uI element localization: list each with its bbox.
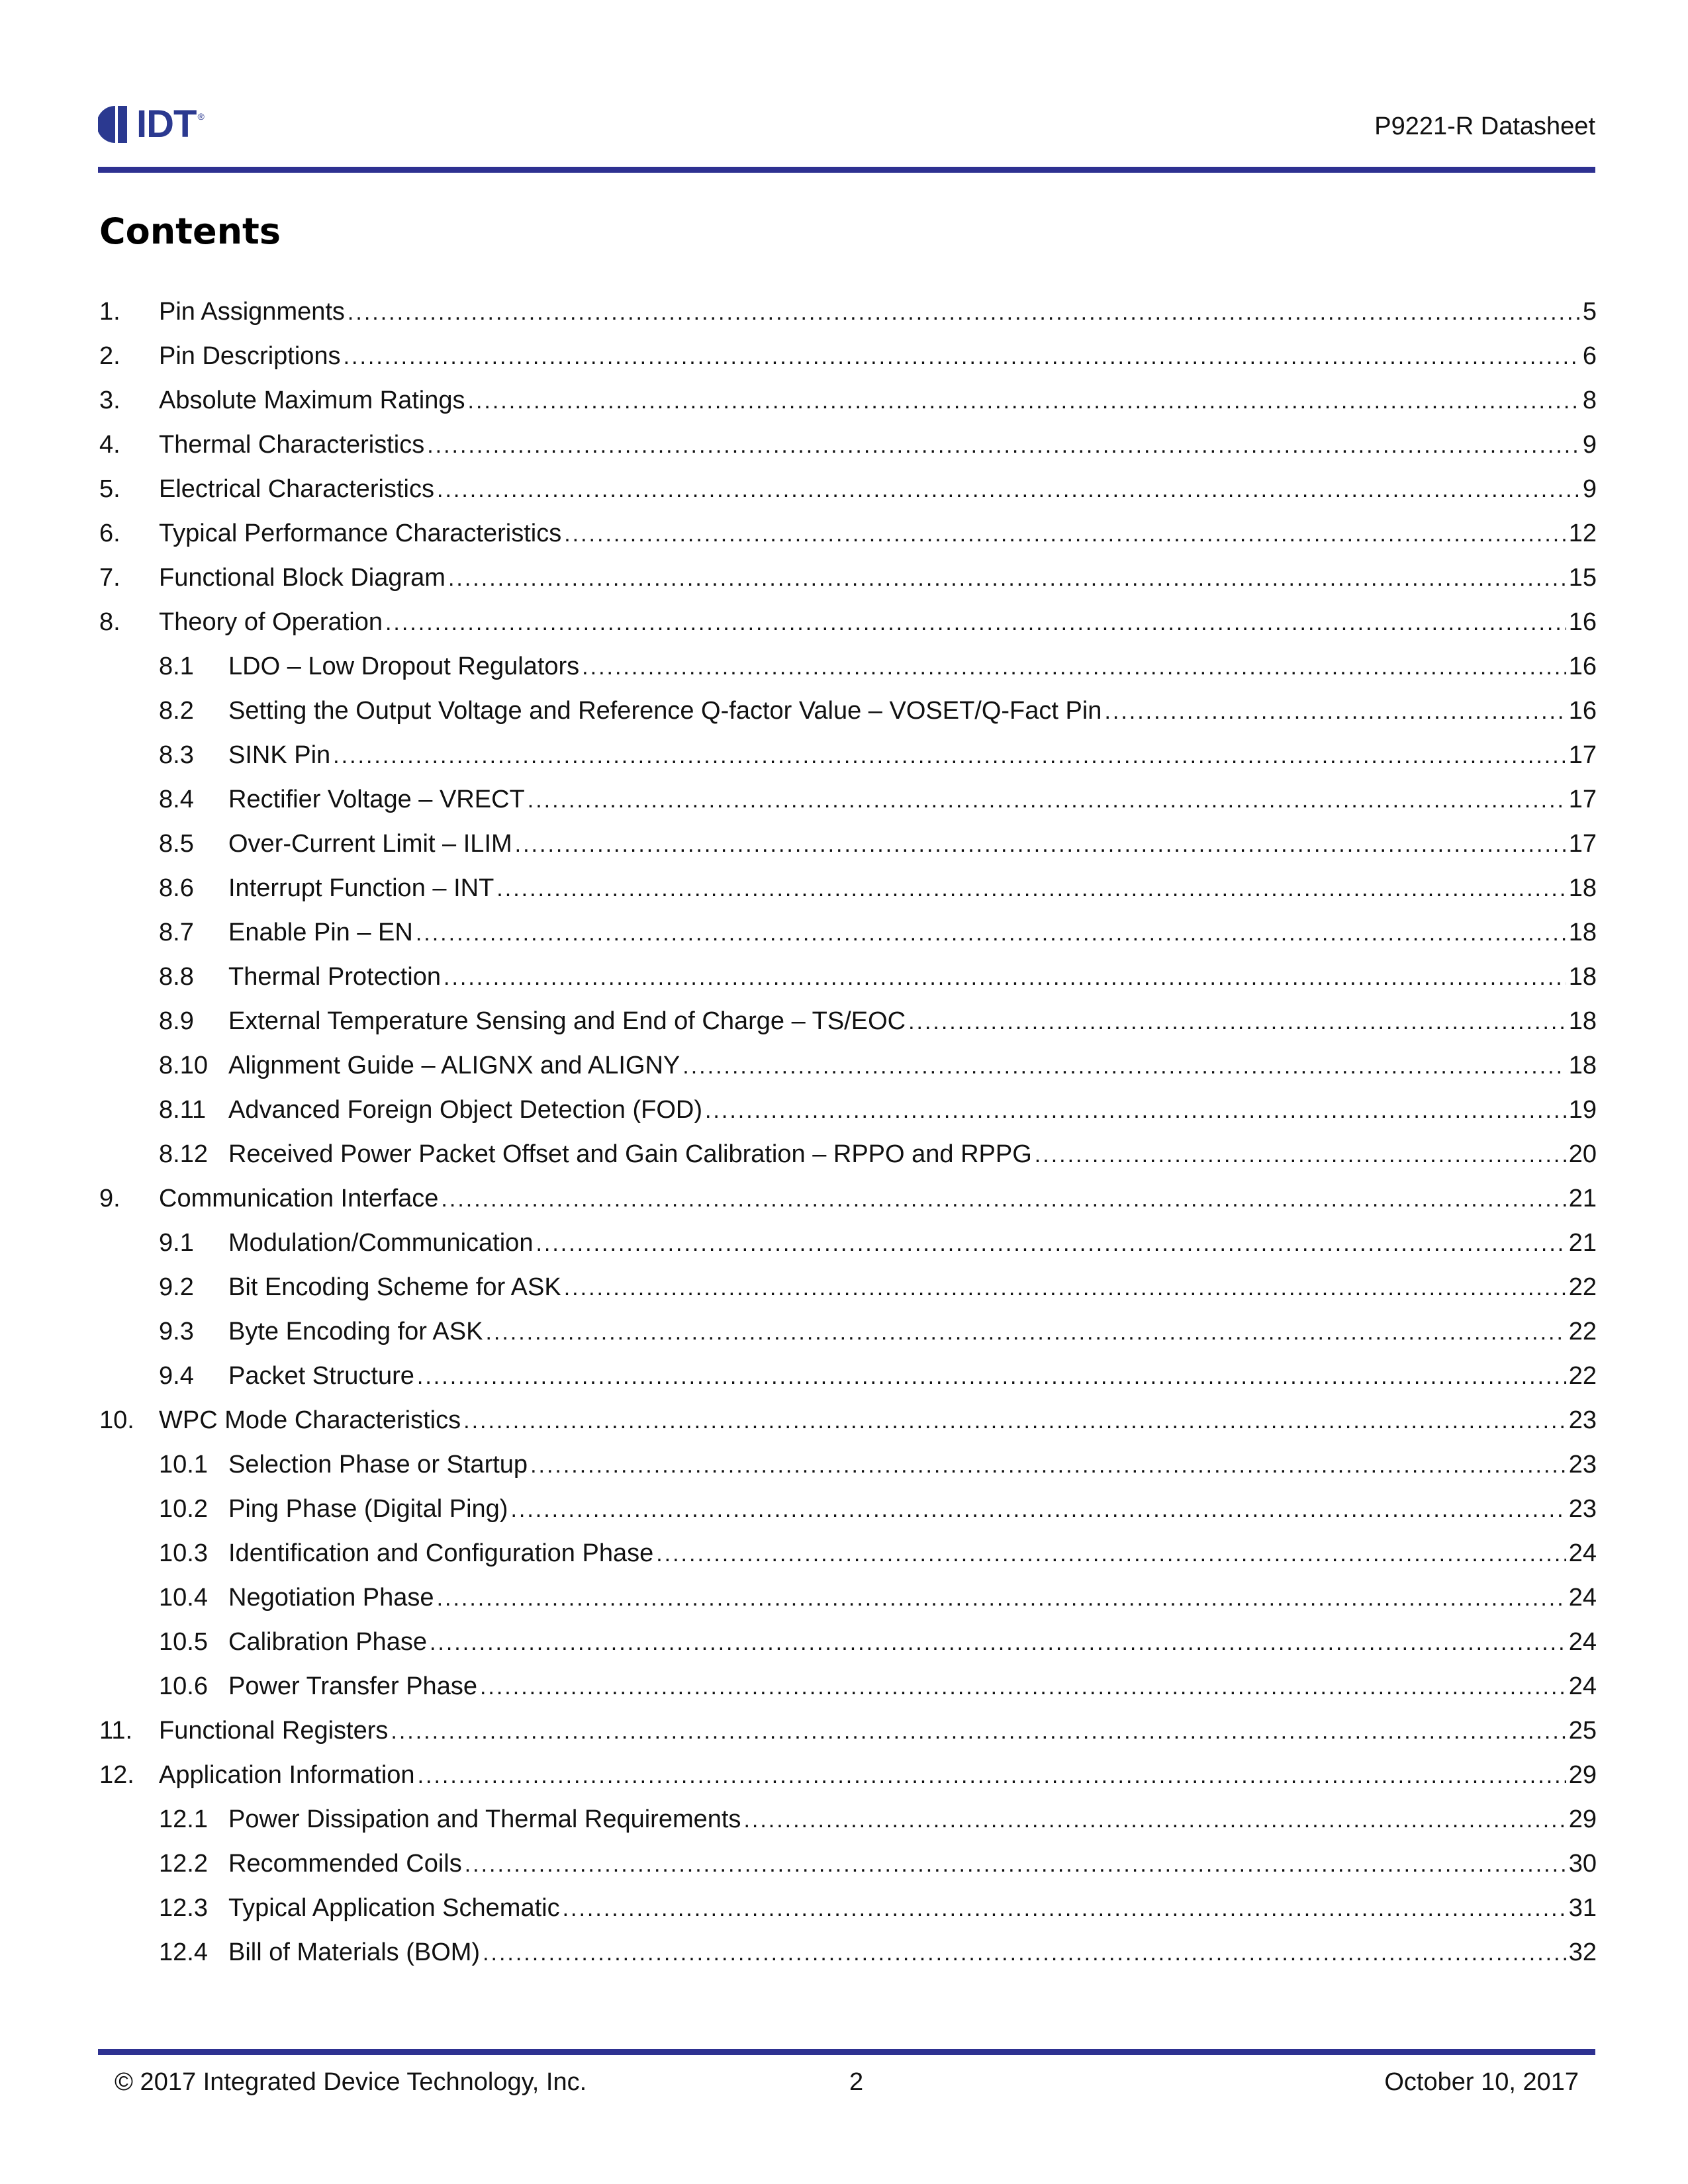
toc-entry-line xyxy=(228,1044,1597,1089)
toc-entry-number: 8.3 xyxy=(159,741,194,769)
toc-entry[interactable] xyxy=(99,999,1597,1044)
toc-dot-leader xyxy=(563,1887,1566,1931)
toc-entry-line xyxy=(228,1931,1597,1976)
document-title: P9221-R Datasheet xyxy=(1374,113,1595,140)
toc-dot-leader xyxy=(348,291,1580,335)
toc-entry-line xyxy=(159,1398,1597,1443)
toc-entry-title: Pin Descriptions xyxy=(159,342,341,370)
toc-entry-title: WPC Mode Characteristics xyxy=(159,1406,461,1434)
toc-entry-page: 15 xyxy=(1568,564,1597,592)
toc-entry[interactable] xyxy=(99,955,1597,999)
toc-entry-line xyxy=(228,1797,1597,1843)
toc-entry-number: 1. xyxy=(99,298,120,326)
toc-dot-leader xyxy=(430,1621,1566,1665)
toc-entry-title: Over-Current Limit – ILIM xyxy=(228,830,512,858)
toc-dot-leader xyxy=(441,1177,1566,1222)
toc-entry-title: External Temperature Sensing and End of Charge – TS/EOC xyxy=(228,1007,906,1035)
toc-entry[interactable] xyxy=(99,1310,1597,1354)
toc-entry-title: Typical Application Schematic xyxy=(228,1894,560,1922)
toc-entry-number: 10. xyxy=(99,1406,134,1434)
toc-entry-title: Interrupt Function – INT xyxy=(228,874,494,902)
toc-entry-page: 19 xyxy=(1568,1096,1597,1124)
toc-entry-page: 23 xyxy=(1568,1406,1597,1434)
toc-entry-title: Power Transfer Phase xyxy=(228,1672,477,1700)
toc-entry-page: 22 xyxy=(1568,1318,1597,1345)
toc-entry[interactable] xyxy=(99,1443,1597,1487)
toc-entry-line xyxy=(159,423,1597,468)
toc-dot-leader xyxy=(448,557,1566,601)
toc-entry-line xyxy=(228,866,1597,911)
toc-entry[interactable] xyxy=(99,1044,1597,1088)
toc-dot-leader xyxy=(656,1532,1566,1576)
toc-entry-line xyxy=(159,467,1597,512)
toc-entry[interactable] xyxy=(99,600,1597,645)
toc-entry-page: 20 xyxy=(1568,1140,1597,1168)
toc-entry-page: 17 xyxy=(1568,830,1597,858)
toc-entry-page: 18 xyxy=(1568,1052,1597,1079)
toc-entry-title: Ping Phase (Digital Ping) xyxy=(228,1495,508,1523)
toc-entry-page: 21 xyxy=(1568,1185,1597,1212)
toc-entry-number: 8.2 xyxy=(159,697,194,725)
toc-entry-title: Rectifier Voltage – VRECT xyxy=(228,786,525,813)
toc-entry-number: 9.3 xyxy=(159,1318,194,1345)
toc-entry-page: 24 xyxy=(1568,1584,1597,1612)
toc-entry-title: Theory of Operation xyxy=(159,608,383,636)
toc-entry-number: 8.7 xyxy=(159,919,194,946)
toc-entry-number: 8.8 xyxy=(159,963,194,991)
toc-entry-line xyxy=(159,1709,1597,1754)
toc-entry[interactable] xyxy=(99,423,1597,467)
toc-entry-number: 2. xyxy=(99,342,120,370)
toc-entry-line xyxy=(228,1620,1597,1665)
footer-divider xyxy=(98,2049,1595,2055)
toc-entry-line xyxy=(159,1753,1597,1798)
toc-entry-number: 10.6 xyxy=(159,1672,208,1700)
toc-entry-title: Selection Phase or Startup xyxy=(228,1451,528,1479)
toc-entry-page: 23 xyxy=(1568,1451,1597,1479)
toc-entry-title: Typical Performance Characteristics xyxy=(159,520,562,547)
toc-entry-number: 8.10 xyxy=(159,1052,208,1079)
toc-entry-title: SINK Pin xyxy=(228,741,331,769)
toc-entry[interactable] xyxy=(99,822,1597,866)
page-number: 2 xyxy=(849,2068,864,2096)
toc-entry-page: 18 xyxy=(1568,874,1597,902)
toc-entry[interactable] xyxy=(99,1177,1597,1221)
toc-entry-number: 12.3 xyxy=(159,1894,208,1922)
toc-entry[interactable] xyxy=(99,1576,1597,1620)
toc-entry[interactable] xyxy=(99,645,1597,689)
toc-entry[interactable] xyxy=(99,334,1597,379)
toc-entry-number: 10.3 xyxy=(159,1539,208,1567)
toc-entry-page: 23 xyxy=(1568,1495,1597,1523)
toc-entry-line xyxy=(228,1886,1597,1931)
toc-entry[interactable] xyxy=(99,778,1597,822)
toc-entry[interactable] xyxy=(99,1620,1597,1664)
toc-entry-title: Bill of Materials (BOM) xyxy=(228,1938,481,1966)
toc-entry-title: Byte Encoding for ASK xyxy=(228,1318,483,1345)
toc-dot-leader xyxy=(564,1266,1566,1310)
toc-dot-leader xyxy=(437,468,1580,512)
toc-entry-page: 16 xyxy=(1568,608,1597,636)
table-of-contents xyxy=(99,290,1597,1975)
toc-dot-leader xyxy=(496,867,1566,911)
toc-entry-line xyxy=(228,645,1597,690)
toc-entry-page: 5 xyxy=(1582,298,1597,326)
toc-entry[interactable] xyxy=(99,467,1597,512)
toc-dot-leader xyxy=(705,1089,1566,1133)
toc-entry-line xyxy=(228,1221,1597,1266)
toc-dot-leader xyxy=(483,1931,1566,1976)
toc-entry[interactable] xyxy=(99,911,1597,955)
toc-entry-title: Advanced Foreign Object Detection (FOD) xyxy=(228,1096,702,1124)
toc-entry-title: Setting the Output Voltage and Reference Q-factor Value – VOSET/Q-Fact Pin xyxy=(228,697,1102,725)
toc-entry-number: 3. xyxy=(99,387,120,414)
header-divider xyxy=(98,167,1595,173)
toc-dot-leader xyxy=(468,379,1580,424)
toc-entry-title: Thermal Protection xyxy=(228,963,442,991)
toc-entry-page: 29 xyxy=(1568,1761,1597,1789)
toc-entry-number: 8.6 xyxy=(159,874,194,902)
toc-entry-title: Absolute Maximum Ratings xyxy=(159,387,465,414)
toc-dot-leader xyxy=(465,1843,1566,1887)
idt-logo xyxy=(98,105,205,144)
toc-entry[interactable] xyxy=(99,689,1597,733)
toc-entry-number: 8.11 xyxy=(159,1096,207,1124)
toc-entry-title: Functional Registers xyxy=(159,1717,389,1745)
toc-entry-line xyxy=(228,1088,1597,1133)
toc-entry-page: 22 xyxy=(1568,1362,1597,1390)
toc-entry-line xyxy=(228,1265,1597,1310)
copyright-notice: © 2017 Integrated Device Technology, Inc. xyxy=(115,2068,587,2096)
toc-entry[interactable] xyxy=(99,1088,1597,1132)
toc-entry[interactable] xyxy=(99,1354,1597,1398)
toc-entry-number: 8.5 xyxy=(159,830,194,858)
toc-entry[interactable] xyxy=(99,379,1597,423)
toc-entry-line xyxy=(159,334,1597,379)
toc-entry-title: Modulation/Communication xyxy=(228,1229,534,1257)
toc-entry-title: Pin Assignments xyxy=(159,298,345,326)
toc-entry-title: Identification and Configuration Phase xyxy=(228,1539,654,1567)
toc-dot-leader xyxy=(510,1488,1566,1532)
toc-dot-leader xyxy=(416,911,1566,956)
toc-entry[interactable] xyxy=(99,1398,1597,1443)
toc-dot-leader xyxy=(564,512,1566,557)
toc-entry-title: Calibration Phase xyxy=(228,1628,427,1656)
toc-dot-leader xyxy=(417,1355,1566,1399)
toc-entry-line xyxy=(228,1443,1597,1488)
toc-entry-number: 8.4 xyxy=(159,786,194,813)
toc-dot-leader xyxy=(743,1798,1566,1843)
toc-entry-line xyxy=(159,379,1597,424)
toc-entry-page: 18 xyxy=(1568,963,1597,991)
toc-entry-line xyxy=(159,1177,1597,1222)
toc-entry-title: Communication Interface xyxy=(159,1185,439,1212)
toc-entry-line xyxy=(159,600,1597,645)
toc-entry-number: 9.4 xyxy=(159,1362,194,1390)
toc-entry-line xyxy=(228,955,1597,1000)
toc-entry[interactable] xyxy=(99,1664,1597,1709)
toc-dot-leader xyxy=(480,1665,1566,1709)
toc-dot-leader xyxy=(1035,1133,1566,1177)
toc-entry-number: 11. xyxy=(99,1717,133,1745)
toc-entry-page: 6 xyxy=(1582,342,1597,370)
toc-entry-line xyxy=(228,1664,1597,1709)
toc-entry-page: 9 xyxy=(1582,475,1597,503)
toc-entry-page: 18 xyxy=(1568,1007,1597,1035)
logo-text: IDT xyxy=(136,103,197,146)
toc-entry-number: 12.2 xyxy=(159,1850,208,1878)
toc-dot-leader xyxy=(463,1399,1566,1443)
toc-entry[interactable] xyxy=(99,1531,1597,1576)
publication-date: October 10, 2017 xyxy=(1384,2068,1579,2096)
toc-entry-number: 10.1 xyxy=(159,1451,208,1479)
toc-entry-number: 12.1 xyxy=(159,1805,208,1833)
toc-entry-title: Packet Structure xyxy=(228,1362,414,1390)
toc-entry-line xyxy=(159,556,1597,601)
toc-dot-leader xyxy=(682,1044,1566,1089)
toc-entry-page: 17 xyxy=(1568,741,1597,769)
toc-entry-number: 10.4 xyxy=(159,1584,208,1612)
toc-dot-leader xyxy=(1104,690,1566,734)
toc-dot-leader xyxy=(444,956,1566,1000)
toc-entry-line xyxy=(228,1531,1597,1576)
toc-dot-leader xyxy=(536,1222,1566,1266)
toc-dot-leader xyxy=(515,823,1566,867)
toc-entry[interactable] xyxy=(99,1931,1597,1975)
toc-entry-title: Functional Block Diagram xyxy=(159,564,445,592)
toc-dot-leader xyxy=(344,335,1580,379)
toc-entry-title: Power Dissipation and Thermal Requirements xyxy=(228,1805,741,1833)
toc-entry-line xyxy=(228,778,1597,823)
toc-entry-number: 9.1 xyxy=(159,1229,194,1257)
toc-entry-line xyxy=(228,733,1597,778)
toc-dot-leader xyxy=(333,734,1566,778)
toc-entry-title: LDO – Low Dropout Regulators xyxy=(228,653,580,680)
toc-dot-leader xyxy=(530,1443,1566,1488)
toc-entry-page: 18 xyxy=(1568,919,1597,946)
toc-entry-line xyxy=(228,999,1597,1044)
toc-dot-leader xyxy=(528,778,1566,823)
toc-entry-line xyxy=(228,689,1597,734)
toc-entry-page: 30 xyxy=(1568,1850,1597,1878)
toc-entry-number: 12.4 xyxy=(159,1938,208,1966)
toc-entry[interactable] xyxy=(99,290,1597,334)
toc-entry-number: 8.9 xyxy=(159,1007,194,1035)
toc-entry-page: 24 xyxy=(1568,1539,1597,1567)
toc-dot-leader xyxy=(391,1709,1566,1754)
toc-entry-number: 5. xyxy=(99,475,120,503)
toc-entry[interactable] xyxy=(99,1132,1597,1177)
toc-entry-title: Application Information xyxy=(159,1761,415,1789)
toc-entry-number: 9. xyxy=(99,1185,120,1212)
toc-entry-title: Received Power Packet Offset and Gain Calibration – RPPO and RPPG xyxy=(228,1140,1032,1168)
toc-entry-line xyxy=(228,1310,1597,1355)
toc-entry-title: Negotiation Phase xyxy=(228,1584,434,1612)
toc-entry-line xyxy=(228,1576,1597,1621)
toc-entry-title: Recommended Coils xyxy=(228,1850,462,1878)
toc-entry-page: 25 xyxy=(1568,1717,1597,1745)
toc-dot-leader xyxy=(582,645,1566,690)
toc-entry[interactable] xyxy=(99,733,1597,778)
toc-entry[interactable] xyxy=(99,1797,1597,1842)
toc-entry-line xyxy=(228,1842,1597,1887)
toc-entry[interactable] xyxy=(99,1487,1597,1531)
toc-entry[interactable] xyxy=(99,1842,1597,1886)
toc-entry-number: 9.2 xyxy=(159,1273,194,1301)
toc-entry-page: 22 xyxy=(1568,1273,1597,1301)
toc-entry-title: Electrical Characteristics xyxy=(159,475,434,503)
toc-entry-page: 32 xyxy=(1568,1938,1597,1966)
toc-entry-number: 10.5 xyxy=(159,1628,208,1656)
toc-entry-number: 8.12 xyxy=(159,1140,208,1168)
toc-entry-line xyxy=(228,911,1597,956)
toc-entry-number: 8.1 xyxy=(159,653,194,680)
toc-entry-page: 24 xyxy=(1568,1672,1597,1700)
toc-entry[interactable] xyxy=(99,1886,1597,1931)
toc-entry[interactable] xyxy=(99,512,1597,556)
toc-entry-number: 6. xyxy=(99,520,120,547)
toc-entry-title: Enable Pin – EN xyxy=(228,919,413,946)
toc-entry-line xyxy=(228,1132,1597,1177)
toc-entry-title: Thermal Characteristics xyxy=(159,431,425,459)
toc-entry-title: Bit Encoding Scheme for ASK xyxy=(228,1273,561,1301)
toc-entry-number: 10.2 xyxy=(159,1495,208,1523)
toc-entry-number: 7. xyxy=(99,564,120,592)
toc-entry-line xyxy=(228,1487,1597,1532)
toc-entry[interactable] xyxy=(99,1221,1597,1265)
toc-dot-leader xyxy=(908,1000,1566,1044)
toc-entry-line xyxy=(159,290,1597,335)
toc-dot-leader xyxy=(385,601,1566,645)
toc-entry[interactable] xyxy=(99,1753,1597,1797)
toc-dot-leader xyxy=(427,424,1580,468)
toc-entry[interactable] xyxy=(99,1265,1597,1310)
page-footer xyxy=(98,2062,1595,2101)
toc-entry-page: 8 xyxy=(1582,387,1597,414)
toc-entry-page: 29 xyxy=(1568,1805,1597,1833)
toc-entry-page: 12 xyxy=(1568,520,1597,547)
toc-dot-leader xyxy=(437,1576,1566,1621)
toc-entry[interactable] xyxy=(99,866,1597,911)
toc-entry-number: 4. xyxy=(99,431,120,459)
toc-entry[interactable] xyxy=(99,1709,1597,1753)
contents-heading: Contents xyxy=(99,210,281,252)
toc-entry-page: 31 xyxy=(1568,1894,1597,1922)
toc-dot-leader xyxy=(418,1754,1566,1798)
toc-entry-line xyxy=(228,1354,1597,1399)
toc-entry-page: 17 xyxy=(1568,786,1597,813)
toc-entry-page: 16 xyxy=(1568,653,1597,680)
toc-entry-number: 12. xyxy=(99,1761,134,1789)
toc-entry-page: 21 xyxy=(1568,1229,1597,1257)
toc-entry[interactable] xyxy=(99,556,1597,600)
toc-entry-page: 9 xyxy=(1582,431,1597,459)
toc-entry-title: Alignment Guide – ALIGNX and ALIGNY xyxy=(228,1052,680,1079)
toc-entry-number: 8. xyxy=(99,608,120,636)
toc-entry-page: 24 xyxy=(1568,1628,1597,1656)
logo-trademark: ® xyxy=(197,111,205,122)
toc-dot-leader xyxy=(485,1310,1566,1355)
toc-entry-line xyxy=(159,512,1597,557)
page-header xyxy=(98,99,1595,152)
idt-logo-icon xyxy=(98,105,132,144)
toc-entry-line xyxy=(228,822,1597,867)
toc-entry-page: 16 xyxy=(1568,697,1597,725)
